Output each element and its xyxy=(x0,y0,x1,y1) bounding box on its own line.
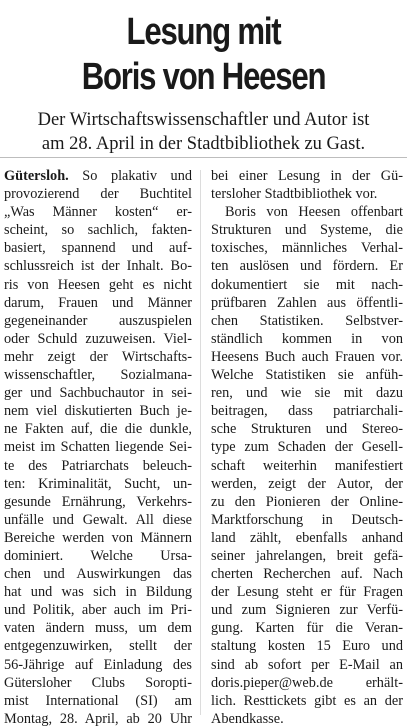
text-line: Boris von Heesen offenbart xyxy=(225,204,403,221)
text-line: zu den Pionieren der Online- xyxy=(211,493,403,510)
text-line: wissenschaftler, Sozialmana- xyxy=(4,367,192,384)
text-line: type zum Schaden der Gesell- xyxy=(211,439,403,456)
text-fragment: So plakativ und xyxy=(68,168,192,184)
text-line: ger und Sachbuchautor in sei- xyxy=(4,385,192,402)
article-subtitle xyxy=(6,108,401,156)
text-line: land zählt, ebenfalls anhand xyxy=(211,529,403,546)
headline-rule xyxy=(0,157,407,158)
text-line: toxisches, männliches Verhal- xyxy=(211,240,403,257)
dateline: Gütersloh. xyxy=(4,168,69,184)
text-line: Bereiche werden von Männern xyxy=(4,529,192,546)
text-line: ne Fakten auf, die die dunkle, xyxy=(4,421,192,438)
text-line: mist International (SI) am xyxy=(4,692,192,709)
text-line: meist im Schatten liegende Sei- xyxy=(4,439,192,456)
text-line: Montag, 28. April, ab 20 Uhr xyxy=(4,710,192,727)
text-line: ren, und wie sie mit dazu xyxy=(211,385,403,402)
text-line: sche Strukturen und Stereo- xyxy=(211,421,403,438)
text-line: sind ab sofort per E-Mail an xyxy=(211,656,403,673)
text-line: bei einer Lesung in der Gü- xyxy=(211,168,403,184)
text-line: staltung kosten 15 Euro und xyxy=(211,638,403,655)
article-column-left xyxy=(4,167,192,728)
text-line: 56-Jährige auf Einladung des xyxy=(4,656,192,673)
text-line: dokumentiert sie mit nach- xyxy=(211,276,403,293)
subtitle-line: Der Wirtschaftswissenschaftler und Autor ist xyxy=(37,110,370,130)
text-line: oder Schuld zuzuweisen. Viel- xyxy=(4,330,192,347)
text-line: ten auslösen und fördern. Er xyxy=(211,258,403,275)
article-column-right xyxy=(211,167,403,728)
text-line: gung. Karten für die Veran- xyxy=(211,620,403,637)
text-line: seiner jahrelangen, breit gefä- xyxy=(211,547,403,564)
text-line: „Was Männer kosten“ er- xyxy=(4,204,192,221)
text-line: ständlich kommen in von xyxy=(211,330,403,347)
text-line: beitragen, dass patriarchali- xyxy=(211,403,403,420)
text-line: mehr zeigt der Wirtschafts- xyxy=(4,348,192,365)
text-line: dominiert. Welche Ursa- xyxy=(4,547,192,564)
article-headline xyxy=(37,10,371,100)
text-line: basiert, spannend und auf- xyxy=(4,240,192,257)
text-line: entgegenzuwirken, stellt der xyxy=(4,638,192,655)
text-line: werden, zeigt der Autor, der xyxy=(211,475,403,492)
text-line xyxy=(4,167,192,185)
text-line: schaft weiterhin manifestiert xyxy=(211,457,403,474)
text-line: gesunde Ernährung, Verkehrs- xyxy=(4,493,192,510)
text-line: schlussreich ist der Inhalt. Bo- xyxy=(4,258,192,275)
text-line: vaten ändern muss, um dem xyxy=(4,620,192,637)
column-divider xyxy=(200,170,201,715)
text-line: chen und Auswirkungen das xyxy=(4,566,192,583)
headline-line: Boris von Heesen xyxy=(81,56,326,98)
headline-line: Lesung mit xyxy=(126,11,281,53)
text-line: unfälle und Gewalt. All diese xyxy=(4,511,192,528)
text-line: Abendkasse. xyxy=(211,710,284,727)
text-line: Strukturen und Systeme, die xyxy=(211,222,403,239)
text-line: ten: Kriminalität, Sucht, un- xyxy=(4,475,192,492)
text-line: nem viel diskutierten Buch je- xyxy=(4,403,192,420)
text-line: Welche Statistiken sie anfüh- xyxy=(211,367,403,384)
text-line: te des Patriarchats beleuch- xyxy=(4,457,192,474)
text-line: ris von Heesen geht es nicht xyxy=(4,276,192,293)
text-line: und zum Signieren zur Verfü- xyxy=(211,602,403,619)
text-line: scheint, so sachlich, fakten- xyxy=(4,222,192,239)
text-line: hat und was sich in Bildung xyxy=(4,584,192,601)
text-line: tersloher Stadtbibliothek vor. xyxy=(211,186,378,203)
text-line: Gütersloher Clubs Soropti- xyxy=(4,674,192,691)
subtitle-line: am 28. April in der Stadtbibliothek zu Gast. xyxy=(41,134,366,154)
text-line: lich. Resttickets gibt es an der xyxy=(211,692,403,709)
text-line: doris.pieper@web.de erhält- xyxy=(211,674,403,691)
text-line: gegeneinander auszuspielen xyxy=(4,312,192,329)
text-line: darum, Frauen und Männer xyxy=(4,294,192,311)
text-line: chen Statistiken. Selbstver- xyxy=(211,312,403,329)
text-line: der Lesung steht er für Fragen xyxy=(211,584,403,601)
text-line: Marktforschung in Deutsch- xyxy=(211,511,403,528)
text-line: und Politik, aber auch im Pri- xyxy=(4,602,192,619)
text-line: provozierend der Buchtitel xyxy=(4,186,192,203)
text-line: Heesens Buch auch Frauen vor. xyxy=(211,348,403,365)
text-line: prüfbaren Zahlen aus öffentli- xyxy=(211,294,403,311)
text-line: cherten Recherchen auf. Nach xyxy=(211,566,403,583)
